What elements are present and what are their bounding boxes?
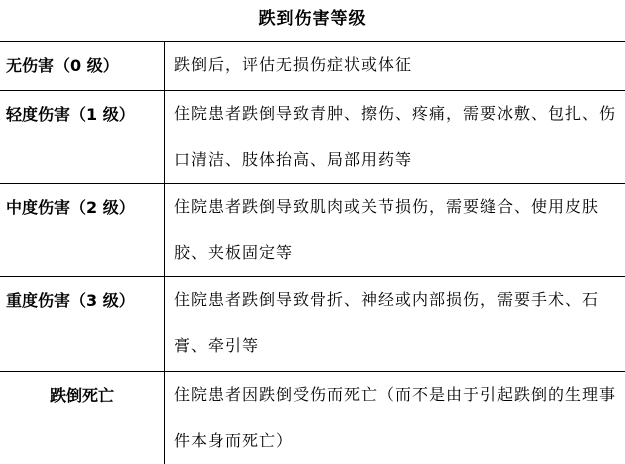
level-cell: 重度伤害（3 级） bbox=[0, 277, 165, 372]
table-row bbox=[0, 372, 625, 464]
injury-grade-table bbox=[0, 41, 625, 464]
description-cell: 住院患者跌倒导致骨折、神经或内部损伤，需要手术、石膏、牵引等 bbox=[165, 277, 625, 372]
table-row bbox=[0, 91, 625, 184]
description-cell: 住院患者因跌倒受伤而死亡（而不是由于引起跌倒的生理事件本身而死亡） bbox=[165, 372, 625, 464]
level-cell: 中度伤害（2 级） bbox=[0, 184, 165, 277]
level-cell: 跌倒死亡 bbox=[0, 372, 165, 464]
level-cell: 无伤害（0 级） bbox=[0, 42, 165, 91]
description-cell: 住院患者跌倒导致青肿、擦伤、疼痛，需要冰敷、包扎、伤口清洁、肢体抬高、局部用药等 bbox=[165, 91, 625, 184]
table-row bbox=[0, 42, 625, 91]
description-cell: 住院患者跌倒导致肌肉或关节损伤，需要缝合、使用皮肤胶、夹板固定等 bbox=[165, 184, 625, 277]
table-row bbox=[0, 184, 625, 277]
description-cell: 跌倒后，评估无损伤症状或体征 bbox=[165, 42, 625, 91]
page-title: 跌到伤害等级 bbox=[0, 4, 625, 34]
level-cell: 轻度伤害（1 级） bbox=[0, 91, 165, 184]
table-row bbox=[0, 277, 625, 372]
